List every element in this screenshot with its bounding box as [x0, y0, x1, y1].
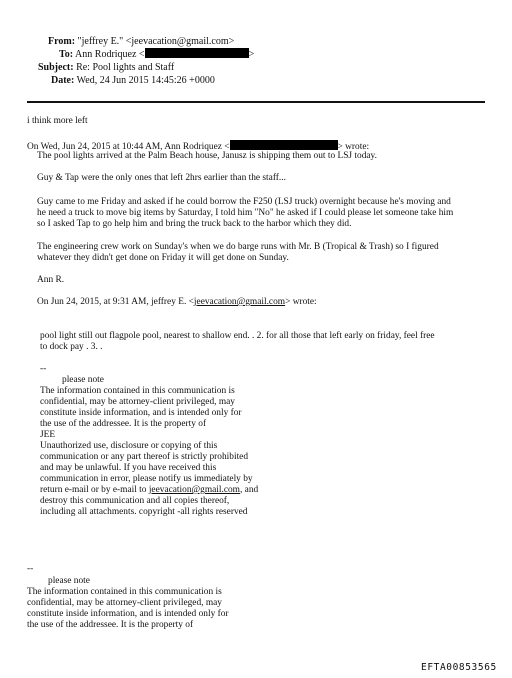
signature-separator: -- — [40, 364, 47, 374]
paragraph-4-line-1: The engineering crew work on Sunday's when we do barge runs with Mr. B (Tropical & Trash) so I figured — [37, 242, 439, 252]
notice-line: and may be unlawful. If you have received this — [40, 463, 217, 473]
inner-quote-suffix: > wrote: — [285, 297, 317, 307]
inner-quote-intro — [37, 297, 317, 309]
header-divider — [27, 101, 485, 103]
notice-return-suffix: , and — [239, 485, 259, 495]
signoff: Ann R. — [37, 275, 65, 285]
paragraph-3-line-2: he need a truck to move big items by Saturday, I told him "No" he asked if I could please let someone take him — [37, 208, 454, 218]
from-label: From: — [48, 36, 76, 47]
redaction-block — [145, 48, 249, 58]
date-label: Date: — [51, 75, 75, 86]
notice-line: constitute inside information, and is intended only for — [40, 408, 242, 418]
notice-line: communication in error, please notify us immediately by — [40, 474, 253, 484]
notice-line: destroy this communication and all copies thereof, — [40, 496, 230, 506]
quote-intro-suffix: > wrote: — [337, 142, 370, 152]
redaction-block — [230, 140, 338, 150]
subject-label: Subject: — [38, 62, 74, 73]
signature-separator: -- — [27, 564, 34, 574]
notice-heading: please note — [48, 576, 90, 586]
notice-line: communication or any part thereof is strictly prohibited — [40, 452, 249, 462]
notice-line: including all attachments. copyright -all rights reserved — [40, 507, 248, 517]
to-value-suffix: > — [248, 49, 255, 60]
notice-line: confidential, may be attorney-client privileged, may — [27, 598, 222, 608]
email-header-to — [59, 48, 254, 61]
notice-line: the use of the addressee. It is the property of — [27, 620, 194, 630]
notice-line: The information contained in this communication is — [40, 386, 235, 396]
notice-line: the use of the addressee. It is the property of — [40, 419, 207, 429]
notice-heading: please note — [62, 375, 104, 385]
notice-return-line — [40, 485, 258, 497]
email-header-subject — [38, 61, 174, 74]
inner-message-line-1: pool light still out flagpole pool, nearest to shallow end. . 2. for all those that left early on friday, feel free — [40, 331, 435, 341]
reply-text: i think more left — [27, 116, 88, 126]
email-header-date — [51, 74, 215, 87]
notice-line: The information contained in this communication is — [27, 587, 222, 597]
email-link[interactable]: jeevacation@gmail.com — [148, 485, 240, 495]
paragraph-4-line-2: whatever they didn't get done on Friday it will get done on Sunday. — [37, 253, 289, 263]
quote-intro-prefix: On Wed, Jun 24, 2015 at 10:44 AM, Ann Rodriquez < — [27, 142, 230, 152]
bates-number: EFTA00853565 — [421, 662, 497, 673]
to-label: To: — [59, 49, 74, 60]
paragraph-1: The pool lights arrived at the Palm Beach house, Janusz is shipping them out to LSJ today. — [37, 151, 377, 161]
notice-line: Unauthorized use, disclosure or copying of this — [40, 441, 218, 451]
paragraph-3-line-1: Guy came to me Friday and asked if he could borrow the F250 (LSJ truck) overnight because he's moving and — [37, 197, 451, 207]
paragraph-2: Guy & Tap were the only ones that left 2hrs earlier than the staff... — [37, 173, 286, 183]
notice-line: constitute inside information, and is intended only for — [27, 609, 229, 619]
notice-line: JEE — [40, 430, 56, 440]
from-value: "jeffrey E." <jeevacation@gmail.com> — [77, 36, 235, 47]
notice-return-prefix: return e-mail or by e-mail to — [40, 485, 149, 495]
email-link[interactable]: jeevacation@gmail.com — [193, 297, 286, 307]
inner-message-line-2: to dock pay . 3. . — [40, 342, 103, 352]
paragraph-3-line-3: so I asked Tap to go help him and bring the truck back to the harbor which they did. — [37, 219, 352, 229]
email-header-from — [48, 35, 234, 48]
date-value: Wed, 24 Jun 2015 14:45:26 +0000 — [76, 75, 215, 86]
to-value-prefix: Ann Rodriquez < — [75, 49, 145, 60]
inner-quote-prefix: On Jun 24, 2015, at 9:31 AM, jeffrey E. < — [37, 297, 194, 307]
subject-value: Re: Pool lights and Staff — [76, 62, 175, 73]
notice-line: confidential, may be attorney-client privileged, may — [40, 397, 235, 407]
